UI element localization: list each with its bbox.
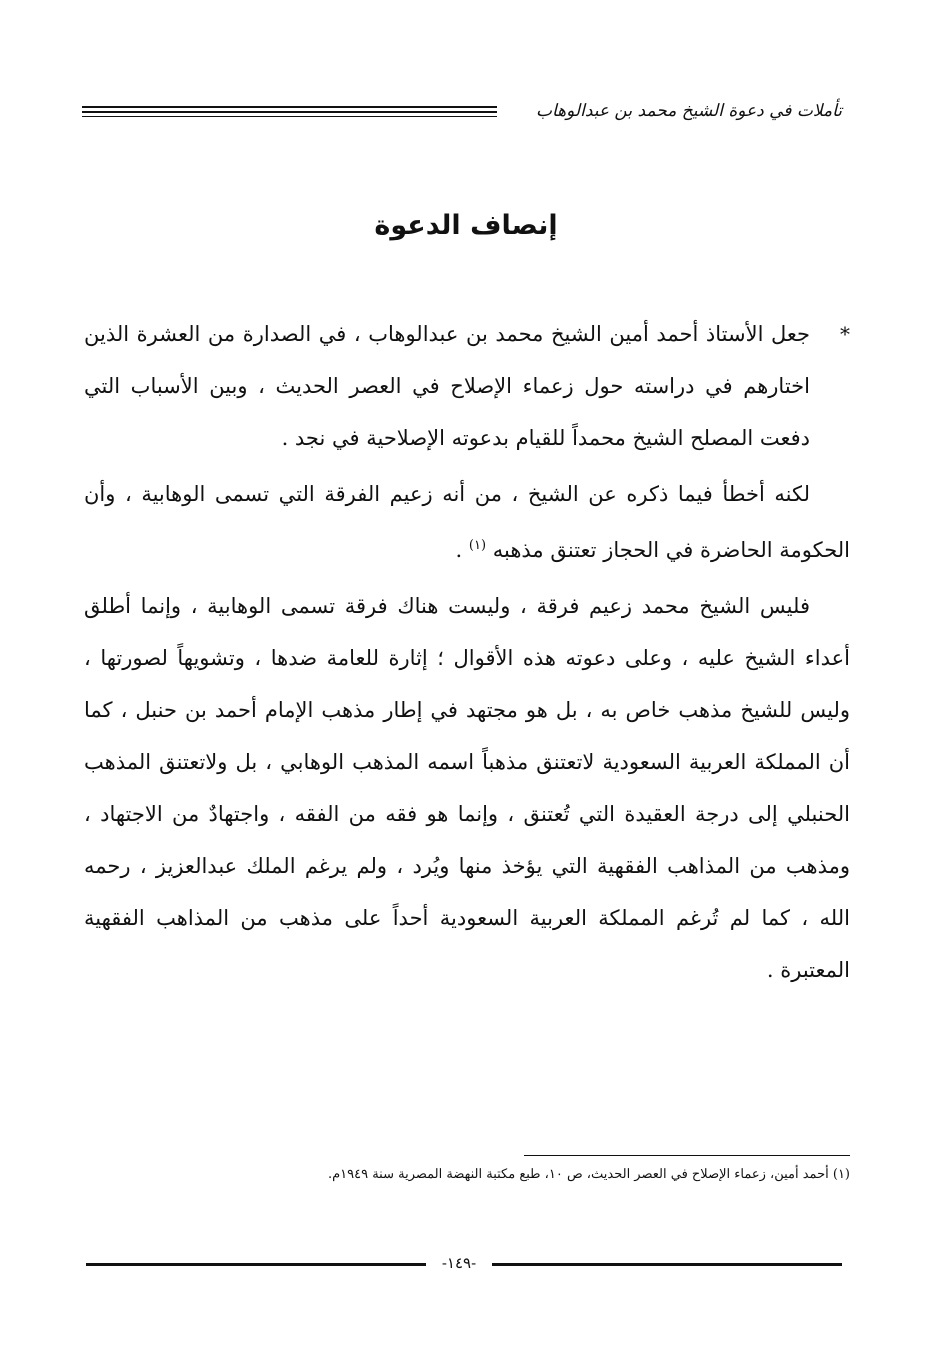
footnote: (١) أحمد أمين، زعماء الإصلاح في العصر الحديث، ص ١٠، طبع مكتبة النهضة المصرية سنة ١٩٤٩م.: [327, 1167, 850, 1182]
footer-rule: [86, 1263, 426, 1266]
footer-rule: [492, 1263, 842, 1266]
asterisk-bullet-icon: *: [840, 322, 850, 346]
paragraph-3: [84, 580, 850, 996]
header-rule: [82, 111, 497, 113]
section-heading: إنصاف الدعوة: [374, 210, 558, 242]
running-header: [82, 96, 842, 126]
page-footer: [86, 1252, 842, 1272]
paragraph-1: [84, 308, 850, 464]
running-header-title: تأملات في دعوة الشيخ محمد بن عبدالوهاب: [536, 101, 842, 121]
page-number: -١٤٩-: [441, 1254, 477, 1272]
paragraph-2-tail: .: [455, 538, 469, 562]
footnote-reference[interactable]: (١): [468, 538, 487, 553]
paragraph-2: [84, 468, 850, 576]
paragraph-3-text: فليس الشيخ محمد زعيم فرقة ، وليست هناك فرقة تسمى الوهابية ، وإنما أطلق أعداء الشيخ عليه ، وعلى دعوته هذه الأقوال ؛ إثارة للعامة ضدها ، وتشويهاً لصورتها ، وليس للشيخ مذهب خاص به ، بل هو مجتهد في إطار مذهب الإمام أحمد بن حنبل ، كما أن المملكة العربية السعودية لاتعتنق مذهباً اسمه المذهب الوهابي ، بل ولاتعتنق المذهب الحنبلي إلى درجة العقيدة التي تُعتنق ، وإنما هو فقه من الفقه ، واجتهادٌ من الاجتهاد ، ومذهب من المذاهب الفقهية التي يؤخذ منها ويُرد ، ولم يرغم الملك عبدالعزيز ، رحمه الله ، كما لم تُرغم المملكة العربية السعودية أحداً على مذهب من المذاهب الفقهية المعتبرة .: [84, 594, 850, 982]
header-rule: [82, 116, 497, 117]
body-text: [84, 308, 850, 1000]
footnote-separator: [524, 1155, 850, 1156]
header-rule: [82, 106, 497, 108]
paragraph-2-text: لكنه أخطأ فيما ذكره عن الشيخ ، من أنه زعيم الفرقة التي تسمى الوهابية ، وأن الحكومة الحاضرة في الحجاز تعتنق مذهبه: [84, 482, 850, 562]
paragraph-1-text: جعل الأستاذ أحمد أمين الشيخ محمد بن عبدالوهاب ، في الصدارة من العشرة الذين اختارهم في دراسته حول زعماء الإصلاح في العصر الحديث ، وبين الأسباب التي دفعت المصلح الشيخ محمداً للقيام بدعوته الإصلاحية في نجد .: [84, 322, 810, 450]
